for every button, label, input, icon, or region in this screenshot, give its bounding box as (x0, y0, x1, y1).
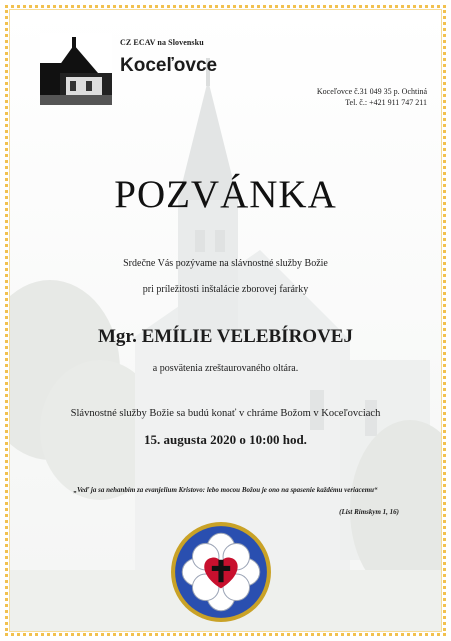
bible-reference: (List Rímskym 1, 16) (339, 508, 399, 516)
intro-line-2: pri príležitosti inštalácie zborovej farárky (142, 284, 309, 295)
purpose-line: a posvätenia zreštaurovaného oltára. (152, 363, 299, 374)
organization-name: Koceľovce (120, 55, 218, 76)
bible-quote: „Veď ja sa nehanbím za evanjelium Kristovo: lebo mocou Božou je ono na spasenie každému veriacemu“ (73, 486, 378, 494)
honoree-name: Mgr. EMÍLIE VELEBÍROVEJ (98, 326, 353, 347)
invitation-title: POZVÁNKA (114, 173, 337, 216)
location-line: Slávnostné služby Božie sa budú konať v chráme Božom v Koceľovciach (70, 408, 381, 419)
luther-rose-icon (170, 521, 272, 623)
contact-phone: Tel. č.: +421 911 747 211 (345, 98, 427, 107)
intro-line-1: Srdečne Vás pozývame na slávnostné služby Božie (123, 258, 328, 269)
contact-block (317, 86, 427, 108)
contact-address: Koceľovce č.31 049 35 p. Ochtiná (316, 87, 427, 96)
date-time: 15. augusta 2020 o 10:00 hod. (144, 432, 307, 447)
organization-label: CZ ECAV na Slovensku (120, 38, 204, 47)
church-logo-icon (40, 33, 112, 105)
